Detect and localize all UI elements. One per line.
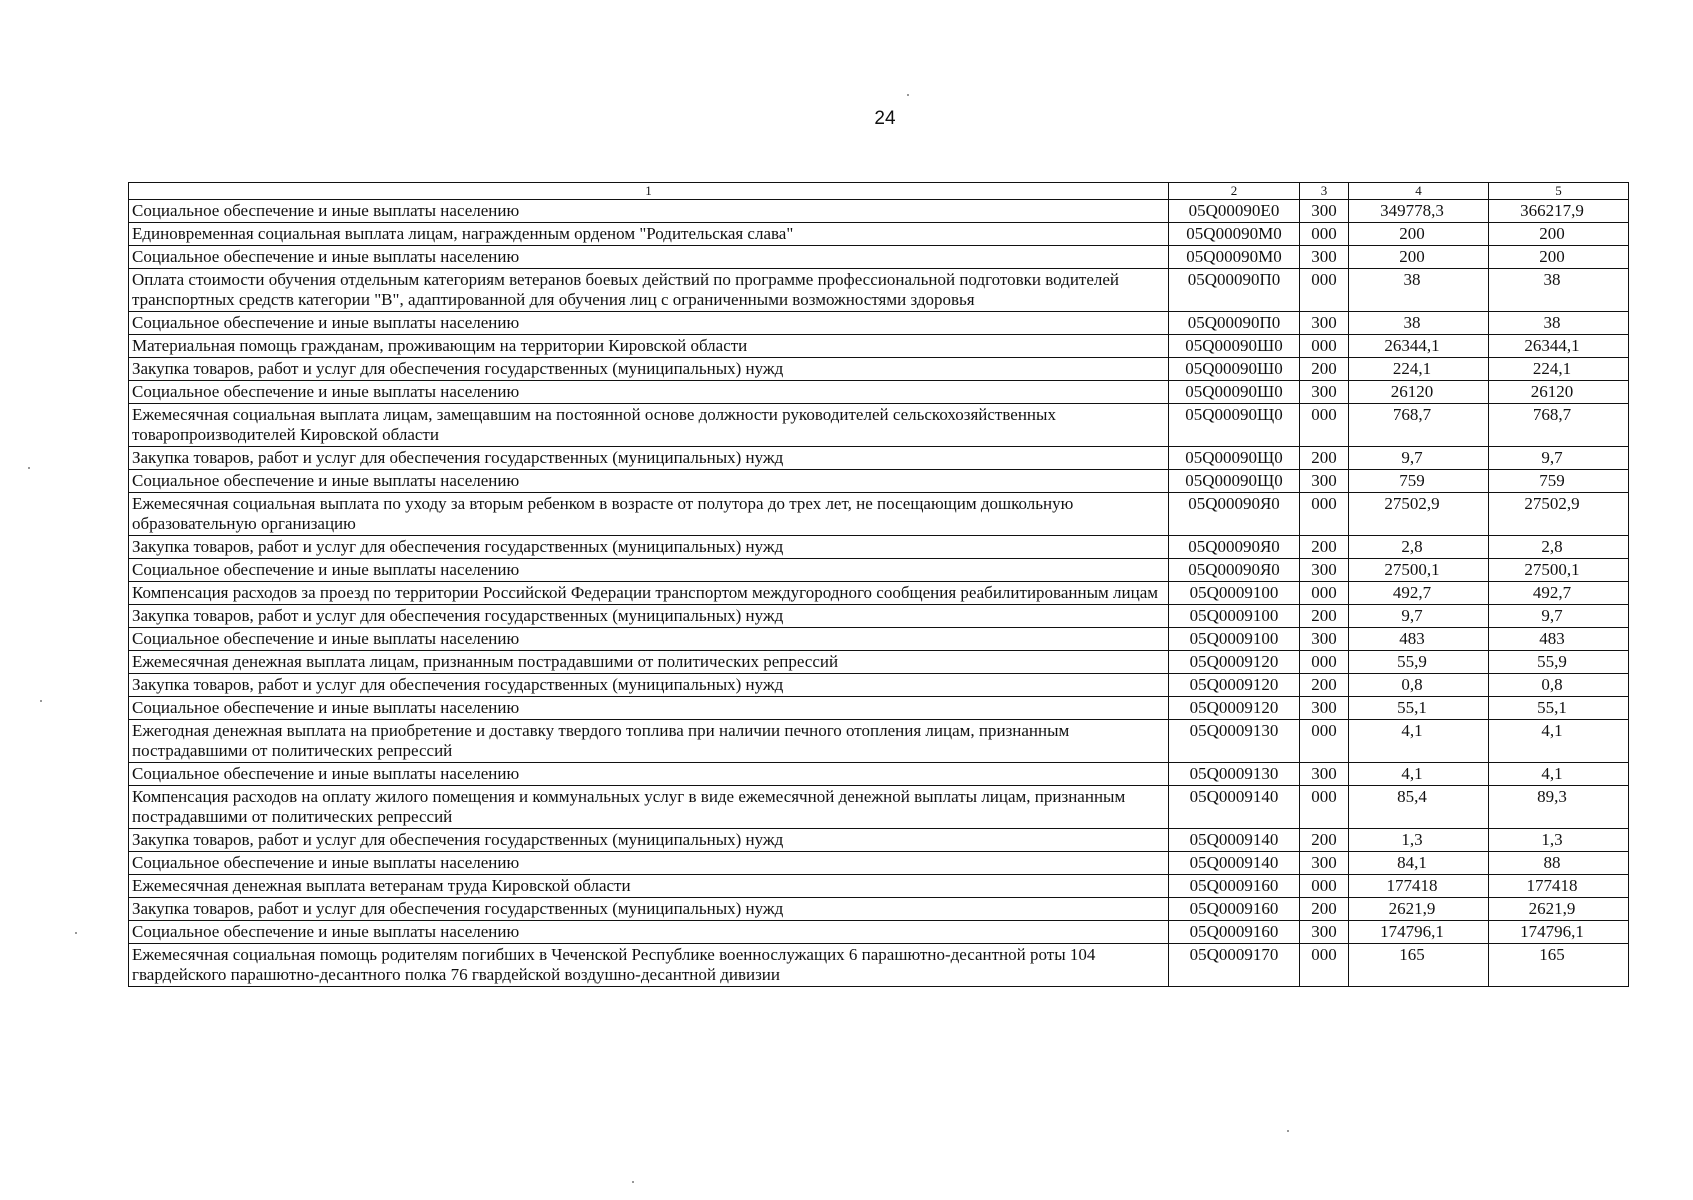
row-value-year-2: 200 [1489,223,1629,246]
row-name: Закупка товаров, работ и услуг для обеспечения государственных (муниципальных) нужд [129,605,1169,628]
row-expense-type: 300 [1300,559,1349,582]
table-row [129,582,1629,605]
budget-table [128,182,1629,987]
row-value-year-1: 2,8 [1349,536,1489,559]
row-code: 05Q00090E0 [1169,200,1300,223]
row-code: 05Q00090Щ0 [1169,404,1300,447]
row-code: 05Q0009100 [1169,628,1300,651]
row-name: Материальная помощь гражданам, проживающим на территории Кировской области [129,335,1169,358]
table-row [129,358,1629,381]
row-expense-type: 000 [1300,875,1349,898]
table-row [129,720,1629,763]
row-value-year-1: 483 [1349,628,1489,651]
row-code: 05Q0009170 [1169,944,1300,987]
row-value-year-1: 38 [1349,269,1489,312]
row-code: 05Q0009120 [1169,697,1300,720]
row-code: 05Q0009160 [1169,898,1300,921]
table-row [129,651,1629,674]
row-code: 05Q00090M0 [1169,223,1300,246]
row-value-year-2: 4,1 [1489,720,1629,763]
table-row [129,404,1629,447]
row-code: 05Q00090M0 [1169,246,1300,269]
row-value-year-2: 1,3 [1489,829,1629,852]
row-value-year-2: 2621,9 [1489,898,1629,921]
table-row [129,447,1629,470]
row-expense-type: 000 [1300,582,1349,605]
row-value-year-1: 224,1 [1349,358,1489,381]
row-code: 05Q0009120 [1169,651,1300,674]
row-code: 05Q00090Ш0 [1169,335,1300,358]
table-row [129,852,1629,875]
row-expense-type: 300 [1300,200,1349,223]
header-cell-5: 5 [1489,183,1629,200]
table-row [129,786,1629,829]
row-expense-type: 200 [1300,605,1349,628]
row-name: Ежемесячная социальная выплата по уходу за вторым ребенком в возрасте от полутора до трех лет, не посещающим дошкольную образовательную организацию [129,493,1169,536]
row-value-year-1: 26344,1 [1349,335,1489,358]
row-code: 05Q0009120 [1169,674,1300,697]
row-name: Социальное обеспечение и иные выплаты населению [129,628,1169,651]
table-row [129,493,1629,536]
row-expense-type: 200 [1300,447,1349,470]
scan-speck [28,467,30,469]
header-cell-3: 3 [1300,183,1349,200]
row-expense-type: 300 [1300,381,1349,404]
table-row [129,470,1629,493]
row-expense-type: 000 [1300,720,1349,763]
row-value-year-1: 759 [1349,470,1489,493]
row-value-year-2: 200 [1489,246,1629,269]
row-value-year-1: 55,1 [1349,697,1489,720]
row-expense-type: 000 [1300,651,1349,674]
row-expense-type: 300 [1300,470,1349,493]
row-value-year-2: 483 [1489,628,1629,651]
row-value-year-2: 9,7 [1489,447,1629,470]
row-value-year-1: 200 [1349,223,1489,246]
table-row [129,829,1629,852]
row-value-year-2: 177418 [1489,875,1629,898]
row-expense-type: 300 [1300,921,1349,944]
row-expense-type: 300 [1300,697,1349,720]
row-code: 05Q0009140 [1169,852,1300,875]
row-name: Социальное обеспечение и иные выплаты населению [129,921,1169,944]
row-name: Социальное обеспечение и иные выплаты населению [129,246,1169,269]
row-expense-type: 300 [1300,852,1349,875]
table-row [129,269,1629,312]
row-name: Социальное обеспечение и иные выплаты населению [129,697,1169,720]
header-cell-2: 2 [1169,183,1300,200]
table-row [129,200,1629,223]
row-name: Ежемесячная социальная выплата лицам, замещавшим на постоянной основе должности руководителей сельскохозяйственных товаропроизводителей Кировской области [129,404,1169,447]
row-name: Социальное обеспечение и иные выплаты населению [129,852,1169,875]
header-cell-4: 4 [1349,183,1489,200]
row-name: Закупка товаров, работ и услуг для обеспечения государственных (муниципальных) нужд [129,536,1169,559]
scan-speck [75,932,77,934]
row-code: 05Q0009160 [1169,875,1300,898]
row-name: Компенсация расходов на оплату жилого помещения и коммунальных услуг в виде ежемесячной денежной выплаты лицам, признанным пострадавшими от политических репрессий [129,786,1169,829]
row-value-year-2: 768,7 [1489,404,1629,447]
table-row [129,605,1629,628]
row-expense-type: 000 [1300,404,1349,447]
row-value-year-2: 55,9 [1489,651,1629,674]
row-value-year-1: 27500,1 [1349,559,1489,582]
table-row [129,335,1629,358]
row-value-year-2: 9,7 [1489,605,1629,628]
row-value-year-1: 200 [1349,246,1489,269]
row-value-year-1: 9,7 [1349,605,1489,628]
row-code: 05Q0009130 [1169,720,1300,763]
row-expense-type: 000 [1300,335,1349,358]
row-value-year-1: 165 [1349,944,1489,987]
row-value-year-2: 88 [1489,852,1629,875]
row-code: 05Q00090Щ0 [1169,470,1300,493]
row-value-year-2: 492,7 [1489,582,1629,605]
row-expense-type: 000 [1300,944,1349,987]
row-value-year-1: 4,1 [1349,720,1489,763]
row-expense-type: 200 [1300,898,1349,921]
table-row [129,697,1629,720]
row-value-year-1: 2621,9 [1349,898,1489,921]
row-value-year-1: 768,7 [1349,404,1489,447]
row-code: 05Q0009140 [1169,829,1300,852]
row-code: 05Q00090Ш0 [1169,358,1300,381]
table-row [129,312,1629,335]
table-row [129,559,1629,582]
row-expense-type: 300 [1300,628,1349,651]
table-row [129,875,1629,898]
row-expense-type: 300 [1300,246,1349,269]
row-code: 05Q00090Я0 [1169,493,1300,536]
row-name: Ежемесячная денежная выплата лицам, признанным пострадавшими от политических репрессий [129,651,1169,674]
row-name: Закупка товаров, работ и услуг для обеспечения государственных (муниципальных) нужд [129,358,1169,381]
row-value-year-1: 4,1 [1349,763,1489,786]
row-value-year-2: 165 [1489,944,1629,987]
row-expense-type: 300 [1300,763,1349,786]
row-expense-type: 000 [1300,786,1349,829]
row-value-year-2: 26120 [1489,381,1629,404]
scan-speck [40,700,42,702]
table-row [129,763,1629,786]
row-value-year-2: 26344,1 [1489,335,1629,358]
table-row [129,223,1629,246]
page-number: 24 [874,108,896,129]
row-expense-type: 300 [1300,312,1349,335]
row-name: Компенсация расходов за проезд по территории Российской Федерации транспортом междугородного сообщения реабилитированным лицам [129,582,1169,605]
row-value-year-1: 26120 [1349,381,1489,404]
row-value-year-1: 85,4 [1349,786,1489,829]
table-header-row [129,183,1629,200]
table-row [129,944,1629,987]
row-expense-type: 000 [1300,269,1349,312]
row-name: Ежемесячная социальная помощь родителям погибших в Чеченской Республике военнослужащих 6 парашютно-десантной роты 104 гвардейского парашютно-десантного полка 76 гвардейской воздушно-десантной дивизии [129,944,1169,987]
row-value-year-1: 177418 [1349,875,1489,898]
row-value-year-2: 0,8 [1489,674,1629,697]
row-code: 05Q0009160 [1169,921,1300,944]
row-code: 05Q0009100 [1169,582,1300,605]
row-name: Ежегодная денежная выплата на приобретение и доставку твердого топлива при наличии печного отопления лицам, признанным пострадавшими от политических репрессий [129,720,1169,763]
row-value-year-2: 366217,9 [1489,200,1629,223]
row-value-year-1: 38 [1349,312,1489,335]
table-row [129,381,1629,404]
row-value-year-2: 4,1 [1489,763,1629,786]
row-value-year-2: 224,1 [1489,358,1629,381]
row-value-year-1: 9,7 [1349,447,1489,470]
row-value-year-2: 2,8 [1489,536,1629,559]
row-code: 05Q00090Я0 [1169,559,1300,582]
row-value-year-1: 0,8 [1349,674,1489,697]
row-code: 05Q0009130 [1169,763,1300,786]
table-row [129,628,1629,651]
row-value-year-1: 1,3 [1349,829,1489,852]
table-row [129,898,1629,921]
row-name: Социальное обеспечение и иные выплаты населению [129,381,1169,404]
scan-speck [632,1181,634,1183]
row-value-year-2: 89,3 [1489,786,1629,829]
row-expense-type: 000 [1300,493,1349,536]
header-cell-1: 1 [129,183,1169,200]
row-name: Единовременная социальная выплата лицам, награжденным орденом "Родительская слава" [129,223,1169,246]
row-name: Ежемесячная денежная выплата ветеранам труда Кировской области [129,875,1169,898]
row-code: 05Q0009100 [1169,605,1300,628]
row-value-year-2: 174796,1 [1489,921,1629,944]
row-expense-type: 200 [1300,829,1349,852]
row-value-year-1: 492,7 [1349,582,1489,605]
scan-speck [1287,1130,1289,1132]
row-value-year-2: 27500,1 [1489,559,1629,582]
scan-speck [907,94,909,96]
row-expense-type: 200 [1300,358,1349,381]
row-value-year-1: 55,9 [1349,651,1489,674]
row-value-year-1: 27502,9 [1349,493,1489,536]
row-value-year-2: 38 [1489,269,1629,312]
row-name: Социальное обеспечение и иные выплаты населению [129,559,1169,582]
table-row [129,246,1629,269]
row-code: 05Q00090Ш0 [1169,381,1300,404]
row-name: Социальное обеспечение и иные выплаты населению [129,470,1169,493]
row-value-year-1: 349778,3 [1349,200,1489,223]
row-name: Социальное обеспечение и иные выплаты населению [129,200,1169,223]
row-value-year-2: 27502,9 [1489,493,1629,536]
row-code: 05Q00090П0 [1169,269,1300,312]
row-value-year-1: 174796,1 [1349,921,1489,944]
row-code: 05Q00090Я0 [1169,536,1300,559]
row-code: 05Q0009140 [1169,786,1300,829]
row-name: Социальное обеспечение и иные выплаты населению [129,763,1169,786]
row-code: 05Q00090Щ0 [1169,447,1300,470]
row-name: Социальное обеспечение и иные выплаты населению [129,312,1169,335]
row-name: Закупка товаров, работ и услуг для обеспечения государственных (муниципальных) нужд [129,447,1169,470]
table-row [129,536,1629,559]
row-name: Закупка товаров, работ и услуг для обеспечения государственных (муниципальных) нужд [129,674,1169,697]
row-expense-type: 200 [1300,674,1349,697]
table-row [129,921,1629,944]
row-value-year-1: 84,1 [1349,852,1489,875]
row-value-year-2: 38 [1489,312,1629,335]
row-value-year-2: 55,1 [1489,697,1629,720]
row-name: Закупка товаров, работ и услуг для обеспечения государственных (муниципальных) нужд [129,898,1169,921]
row-value-year-2: 759 [1489,470,1629,493]
row-code: 05Q00090П0 [1169,312,1300,335]
row-expense-type: 200 [1300,536,1349,559]
row-expense-type: 000 [1300,223,1349,246]
row-name: Закупка товаров, работ и услуг для обеспечения государственных (муниципальных) нужд [129,829,1169,852]
row-name: Оплата стоимости обучения отдельным категориям ветеранов боевых действий по программе профессиональной подготовки водителей транспортных средств категории "В", адаптированной для обучения лиц с ограниченными возможностями здоровья [129,269,1169,312]
table-row [129,674,1629,697]
